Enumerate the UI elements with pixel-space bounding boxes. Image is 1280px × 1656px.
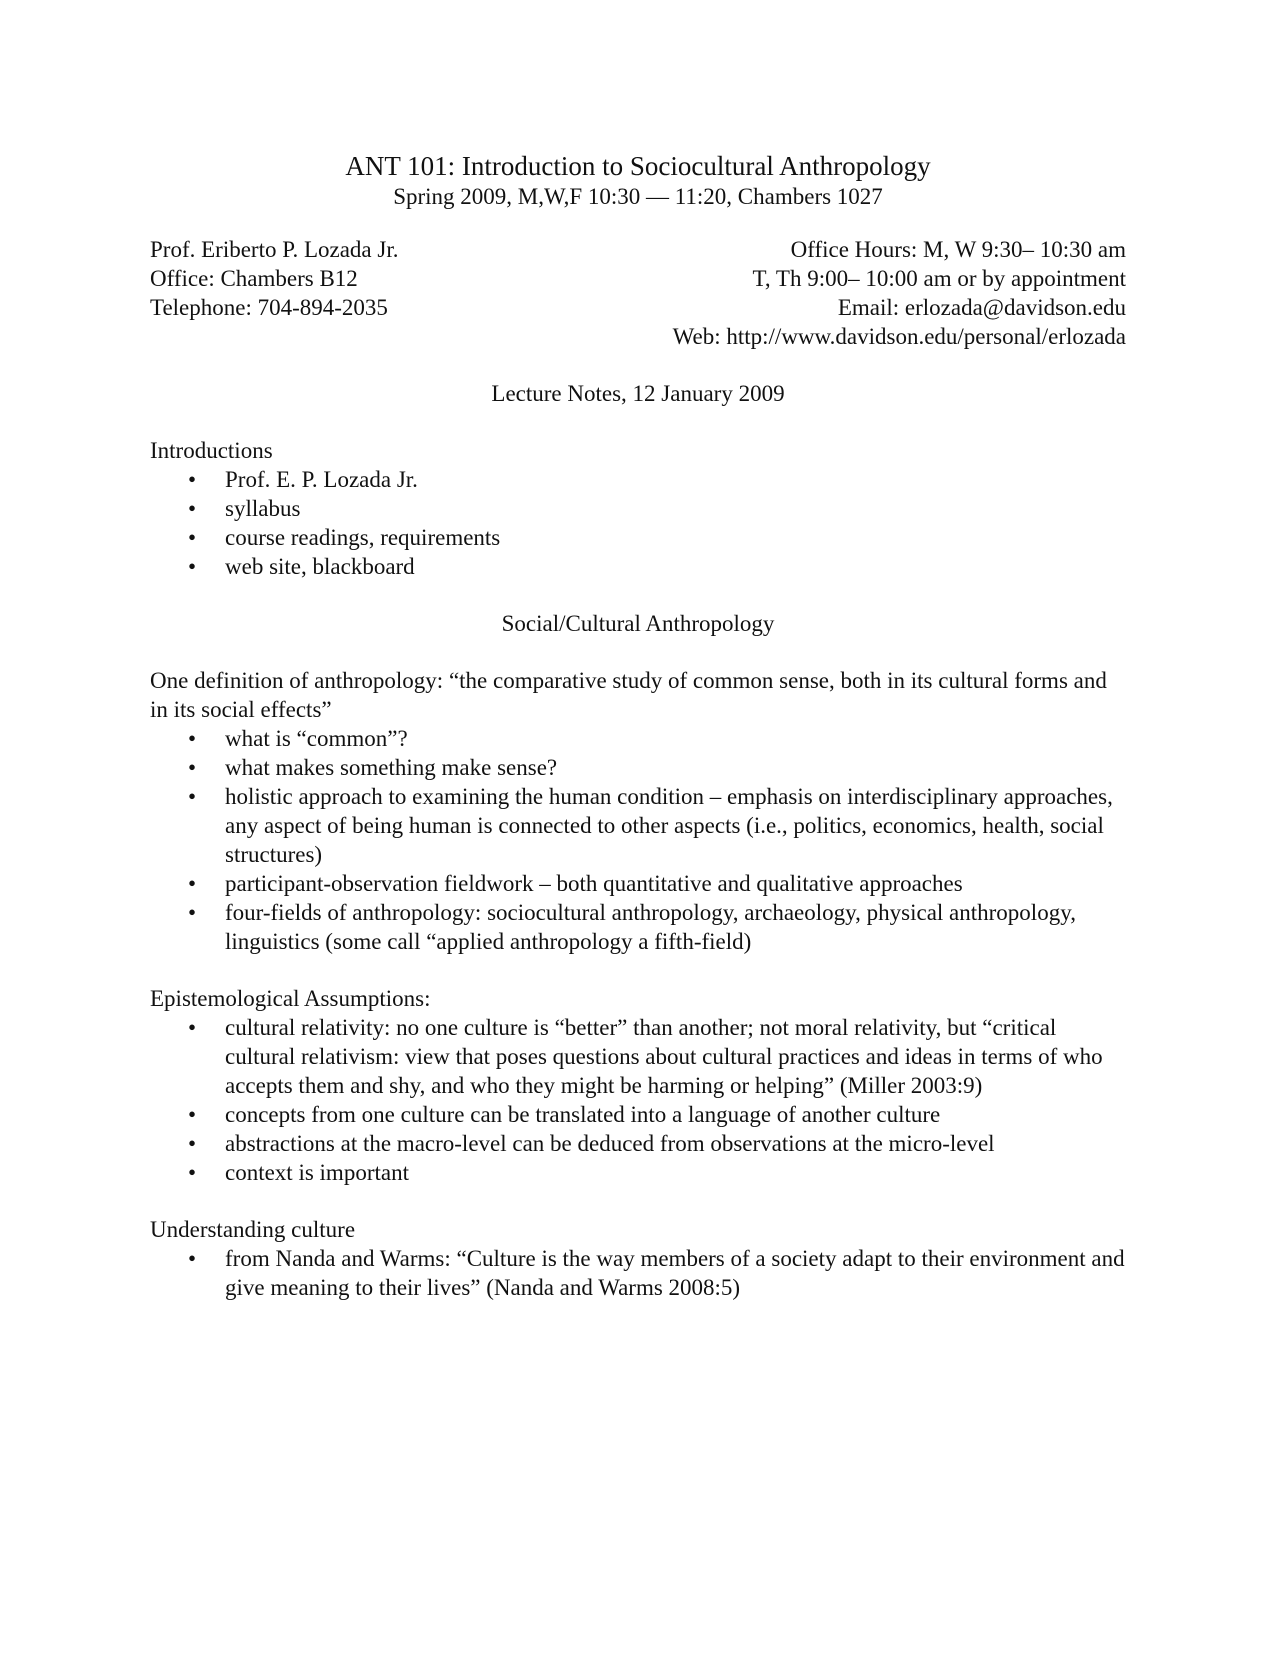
telephone: Telephone: 704-894-2035 [150,295,388,320]
list-item: • context is important [150,1158,1126,1187]
definition-list [150,724,1126,782]
introductions-list [150,465,1126,581]
list-item: • course readings, requirements [150,523,1126,552]
course-schedule: Spring 2009, M,W,F 10:30 — 11:20, Chambers 1027 [393,184,883,209]
list-item: • what makes something make sense? [150,753,1126,782]
list-item: • Prof. E. P. Lozada Jr. [150,465,1126,494]
instructor-name: Prof. Eriberto P. Lozada Jr. [150,237,399,262]
section-title: Social/Cultural Anthropology [501,611,775,636]
list-item: • participant-observation fieldwork – both quantitative and qualitative approaches [150,869,1126,898]
list-item: • cultural relativity: no one culture is “better” than another; not moral relativity, but “critical cultural relativism: view that poses questions about cultural practices and ideas in terms of who accepts them and shy, and who they might be harming or helping” (Miller 2003:9) [150,1013,1126,1100]
instructor-info [150,235,398,351]
introductions-heading: Introductions [150,438,273,463]
document-page [150,150,1126,1302]
office-hours: Office Hours: M, W 9:30– 10:30 am [790,237,1126,262]
epistemology-list [150,1013,1126,1187]
course-title: ANT 101: Introduction to Sociocultural Anthropology [345,151,931,181]
list-item: • syllabus [150,494,1126,523]
list-item: • four-fields of anthropology: sociocultural anthropology, archaeology, physical anthropology, linguistics (some call “applied anthropology a fifth-field) [150,898,1126,956]
list-item: • holistic approach to examining the human condition – emphasis on interdisciplinary approaches, any aspect of being human is connected to other aspects (i.e., politics, economics, health, social structures) [150,782,1126,869]
culture-list [150,1244,1126,1302]
approaches-list [150,782,1126,956]
contact-block [150,235,1126,351]
lecture-title: Lecture Notes, 12 January 2009 [491,381,785,406]
office-hours-tth: T, Th 9:00– 10:00 am or by appointment [752,266,1126,291]
definition-text: One definition of anthropology: “the comparative study of common sense, both in its cultural forms and in its social effects” [150,668,1107,722]
list-item: • abstractions at the macro-level can be deduced from observations at the micro-level [150,1129,1126,1158]
culture-heading: Understanding culture [150,1217,356,1242]
list-item: • web site, blackboard [150,552,1126,581]
epistemology-heading: Epistemological Assumptions: [150,986,431,1011]
email: Email: erlozada@davidson.edu [837,295,1126,320]
list-item: • concepts from one culture can be translated into a language of another culture [150,1100,1126,1129]
office-info [673,235,1126,351]
list-item: • from Nanda and Warms: “Culture is the way members of a society adapt to their environment and give meaning to their lives” (Nanda and Warms 2008:5) [150,1244,1126,1302]
list-item: • what is “common”? [150,724,1126,753]
office-location: Office: Chambers B12 [150,266,358,291]
web-address: Web: http://www.davidson.edu/personal/erlozada [672,324,1126,349]
